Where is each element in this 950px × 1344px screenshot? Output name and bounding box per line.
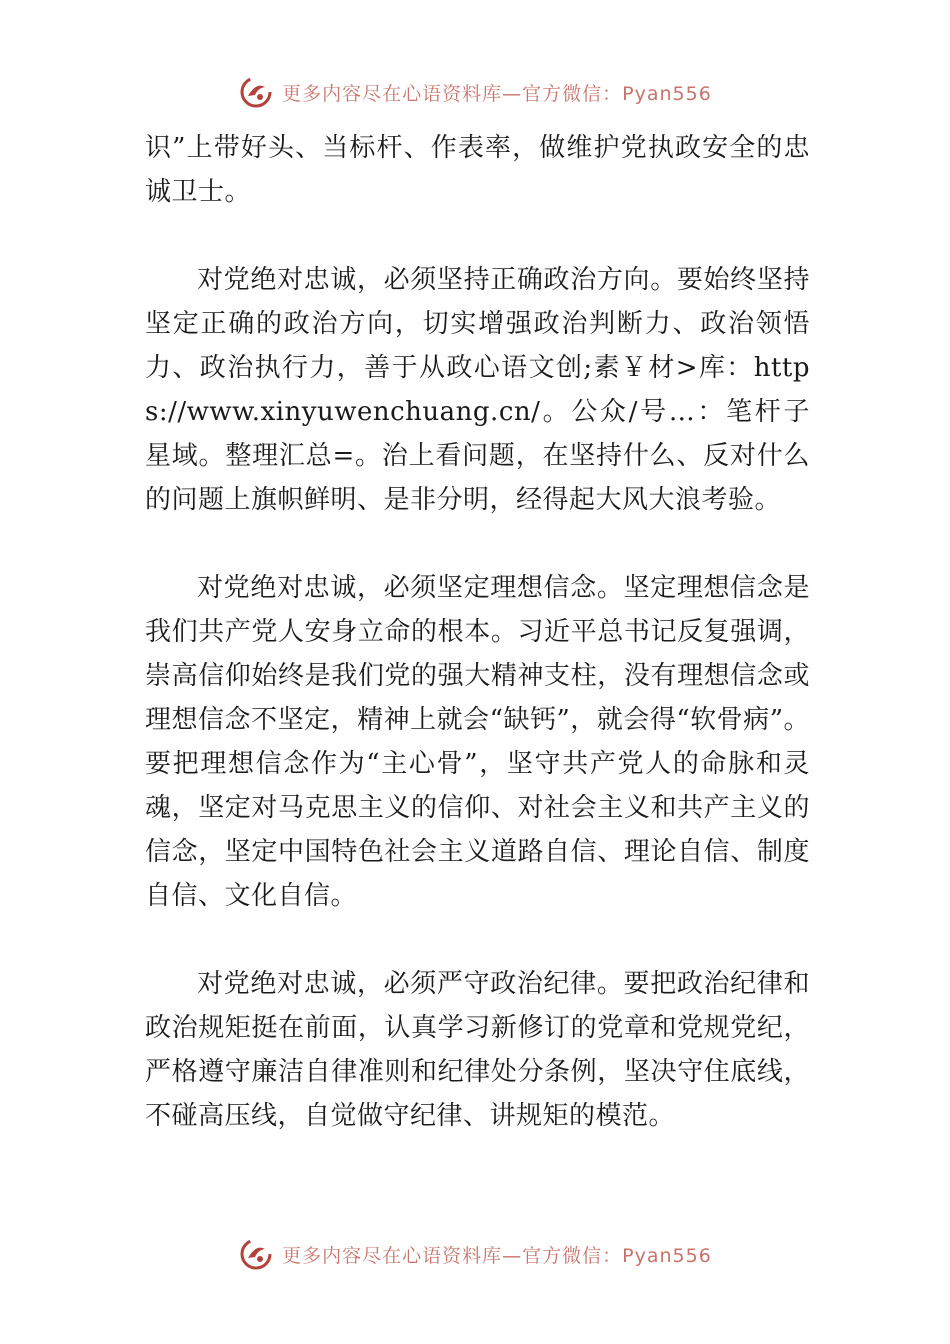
paragraph-political-discipline: 对党绝对忠诚，必须严守政治纪律。要把政治纪律和政治规矩挺在前面，认真学习新修订的党章和党规党纪，严格遵守廉洁自律准则和纪律处分条例，坚决守住底线，不碰高压线，自觉做守纪律、讲规矩的模范。	[145, 969, 810, 1131]
paragraph-continued: 识”上带好头、当标杆、作表率，做维护党执政安全的忠诚卫士。	[145, 133, 810, 207]
paragraph-gap	[145, 918, 810, 962]
paragraph-ideals-beliefs: 对党绝对忠诚，必须坚定理想信念。坚定理想信念是我们共产党人安身立命的根本。习近平总书记反复强调，崇高信仰始终是我们党的强大精神支柱，没有理想信念或理想信念不坚定，精神上就会“缺钙”，就会得“软骨病”。要把理想信念作为“主心骨”，坚守共产党人的命脉和灵魂，坚定对马克思主义的信仰、对社会主义和共产主义的信念，坚定中国特色社会主义道路自信、理论自信、制度自信、文化自信。	[145, 573, 810, 911]
header-banner	[0, 70, 950, 114]
paragraph-gap	[145, 214, 810, 258]
document-body	[145, 126, 810, 1138]
paragraph-political-direction: 对党绝对忠诚，必须坚持正确政治方向。要始终坚持坚定正确的政治方向，切实增强政治判断力、政治领悟力、政治执行力，善于从政心语文创;素￥材>库：https://www.xinyuwenchuang.cn/。公众/号…：笔杆子星域。整理汇总=。治上看问题，在坚持什么、反对什么的问题上旗帜鲜明、是非分明，经得起大风大浪考验。	[145, 265, 810, 515]
xinyu-logo-icon	[238, 74, 274, 110]
header-banner-text: 更多内容尽在心语资料库—官方微信：Pyan556	[282, 82, 712, 105]
paragraph-gap	[145, 522, 810, 566]
footer-banner	[0, 1232, 950, 1276]
xinyu-logo-icon	[238, 1236, 274, 1272]
footer-banner-text: 更多内容尽在心语资料库—官方微信：Pyan556	[282, 1244, 712, 1267]
